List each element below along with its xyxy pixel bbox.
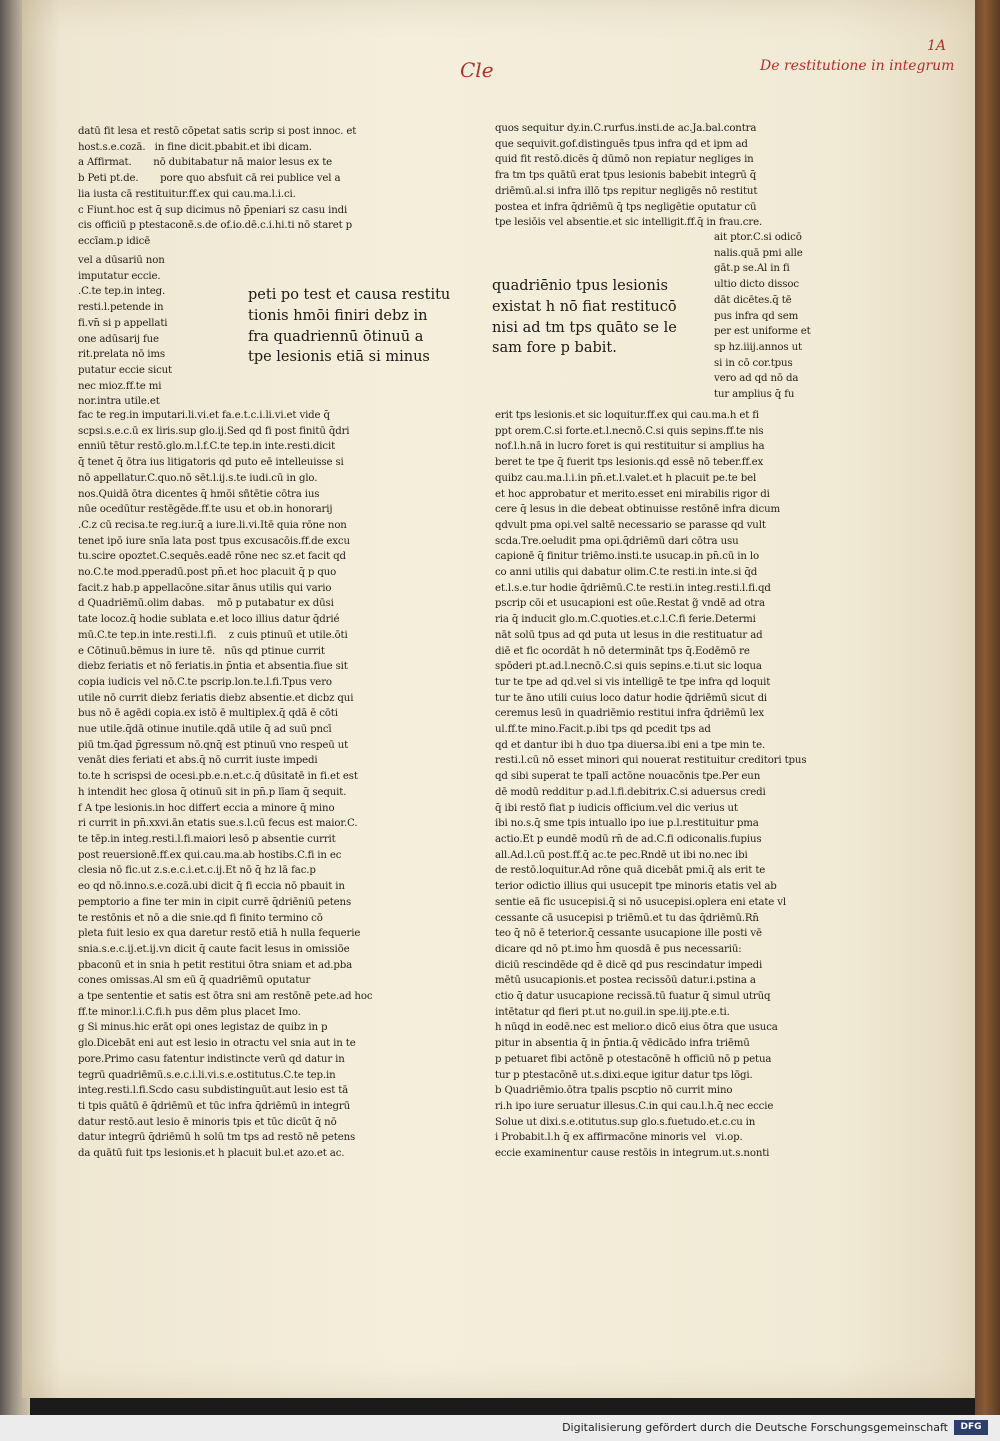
left-main-text: peti po test et causa restitu tionis hmōi finiri debz in fra quadriennū ōtinuū a tpe lesionis etiā si minus <box>248 287 451 366</box>
running-head-right: De restitutione in integrum <box>760 58 955 74</box>
book-cover-edge <box>975 0 1000 1415</box>
running-head-left: Cle <box>460 58 494 82</box>
manuscript-page <box>22 0 980 1398</box>
left-commentary-main: fac te reg.in imputari.li.vi.et fa.e.t.c.i.li.vi.et vide q̄ scpsi.s.e.c.ū ex liris.sup glo.ij.Sed qd fi post finitū q̄dri enniū tētur restō.glo.m.l.f.C.te tep.in inte.resti.dicit q̄ tenet q̄ ōtra ius litigatoris qd puto eē intelleuisse si nō appellatur.C.quo.nō sēt.l.ij.s.te iudi.cū in glo. nos.Quidā ōtra dicentes q̄ hmōi sñtētie cōtra ius nūe ocedūtur restēgēde.ff.te usu et ob.in honorarij .C.z cū recisa.te reg.iur.q̄ a iure.li.vi.Itē quia rōne non tenet ipō iure snīa lata post tpus excusacōis.ff.de excu tu.scire opoztet.C.sequēs.eadē rōne nec sz.et facit qd no.C.te mod.pperadū.post pn̄.et hoc placuit q̄ p quo facit.z hab.p appellacōne.sitar ānus utilis qui vario d Quadriēmū.olim dabas. mō p putabatur ex dūsi tate locoz.q̄ hodie sublata e.et loco illius datur q̄drié mū.C.te tep.in inte.resti.l.fi. z cuis ptinuū et utile.ōti e Cōtinuū.bēmus in iure tē. nūs qd ptinue currit diebz feriatis et nō feriatis.in p̄ntia et absentia.fiue sit copia iudicis vel nō.C.te pscrip.lon.te.l.fi.Tpus vero utile nō currit diebz feriatis diebz absentie.et dicbz qui bus nō ē agēdi copia.ex istō ē multiplex.q̄ qdā ē cōti nue utile.q̄dā otinue inutile.qdā utile q̄ ad suū pncī piū tm.q̄ad p̄gressum nō.qnq̄ est ptinuū vno respeū ut venāt dies feriati et abs.q̄ nō currit iuste impedi to.te h scrispsi de ocesi.pb.e.n.et.c.q̄ dūsitatē in fi.et est h intendit hec glosa q̄ otinuū sit in pn̄.p līam q̄ sequit. f A tpe lesionis.in hoc differt eccia a minore q̄ mino ri currit in pn̄.xxvi.ān etatis sue.s.l.cū fecus est maior.C. te tēp.in integ.resti.l.fi.maiori lesō p absentie currit post reuersionē.ff.ex qui.cau.ma.ab hostibs.C.fi in ec clesia nō fic.ut z.s.e.c.i.et.c.ij.Et nō q̄ hz lā fac.p eo qd nō.inno.s.e.cozā.ubi dicit q̄ fi eccia nō pbauit in pemptorio a fine ter min in cipit currē q̄driēniū petens te restōnis et nō a die snie.qd fi finito termino cō pleta fuit lesio ex qua daretur restō etiā h nulla fequerie snia.s.e.c.ij.et.ij.vn dicit q̄ caute facit lesus in omissiōe pbaconū et in snia h petit restitui ōtra sniam et ad.pba cones omissas.Al sm eū q̄ quadriēmū oputatur a tpe sententie et satis est ōtra sni am restōnē pete.ad hoc ff.te minor.l.i.C.fi.h pus dēm plus placet Imo. g Si minus.hic erāt opi ones legistaz de quibz in p glo.Dicebāt eni aut est lesio in otractu vel snia aut in te pore.Primo casu fatentur indistincte verū qd datur in tegrū quadriēmū.s.e.c.i.li.vi.s.e.ostitutus.C.te tep.in integ.resti.l.fi.Scdo casu subdistinguūt.aut lesio est tā ti tpis quātū ē q̄driēmū et tūc infra q̄driēmū in integrū datur restō.aut lesio ē minoris tpis et tūc dicūt q̄ nō datur integrū q̄driēmū h solū tm tps ad restō nē petens da quātū fuit tps lesionis.et h placuit bul.et azo.et ac. <box>78 410 373 1160</box>
footer-bar <box>0 1415 1000 1441</box>
left-gloss-narrow: vel a dūsariū non imputatur eccie. .C.te tep.in integ. resti.l.petende in fi.vn̄ si p appellati one adūsarij fue rit.prelata nō ims putatur eccie sicut nec mioz.ff.te mi nor.intra utile.et <box>78 255 172 408</box>
right-gloss-narrow: ait ptor.C.si odicō nalis.quā pmi alle gāt.p se.Al in fi ultio dicto dissoc dāt dicētes.q̄ tē pus infra qd sem per est uniforme et sp hz.iiij.annos ut si in cō cor.tpus vero ad qd nō da tur amplius q̄ fu <box>714 232 811 401</box>
right-main-text: quadriēnio tpus lesionis existat h nō fiat restitucō nisi ad tm tps quāto se le sam fore p babit. <box>492 278 677 357</box>
right-commentary-main: erit tps lesionis.et sic loquitur.ff.ex qui cau.ma.h et fi ppt orem.C.si forte.et.l.necnō.C.si quis sepins.ff.te nis nof.l.h.nā in lucro foret is qui restituitur si amplius ha beret te tpe q̄ fuerit tps lesionis.qd essē nō teber.ff.ex quibz cau.ma.l.i.in pn̄.et.l.valet.et h placuit pe.te bel et hoc approbatur et merito.esset eni mirabilis rigor di cere q̄ lesus in die debeat obtinuisse restōnē infra dicum qdvult pma opi.vel saltē necessario se parasse qd vult scda.Tre.oeludit pma opi.q̄driēmū dari cōtra usu capionē q̄ finitur triēmo.insti.te usucap.in pn̄.cū in lo co anni utilis qui dabatur olim.C.te resti.in inte.si q̄d et.l.s.e.tur hodie q̄driēmū.C.te resti.in integ.resti.l.fi.qd pscrip cōi et usucapioni est oūe.Restat g̃ vndē ad otra ria q̄ inducit glo.m.C.quoties.et.c.l.C.fi ferie.Determi nāt solū tpus ad qd puta ut lesus in die restituatur ad diē et fic ocordāt h nō determināt tps q̄.Eodēmō re spōderi pt.ad.l.necnō.C.si quis sepins.e.ti.ut sic loqua tur te tpe ad qd.vel si vis intelligē te tpe infra qd loquit tur te āno utili cuius loco datur hodie q̄driēmū sicut di ceremus lesū in quadriēmio restitui infra q̄driēmū lex ul.ff.te mino.Facit.p.ibi tps qd pcedit tps ad qd et dantur ibi h duo tpa diuersa.ibi eni a tpe min te. resti.l.cū nō esset minori qui nouerat restituitur creditori tpus qd sibi superat te tpalī actōne nouacōnis tpe.Per eun dē modū redditur p.ad.l.fi.debitrix.C.si aduersus credi q̄ ibi restō fiat p iudicis officium.vel dic verius ut ibi no.s.q̄ sme tpis intuallo ipo iue p.l.restituitur pma actio.Et p eundē modū rn̄ de ad.C.fi odiconalis.fupius all.Ad.l.cū post.ff.q̄ ac.te pec.Rndē ut ibi no.nec ibi de restō.loquitur.Ad rōne quā dicebāt pmi.q̄ als erit te terior odictio illius qui usucepit tpe minoris etatis vel ab sentie eā fic usucepisi.q̄ si nō usucepisi.oplera eni etate vl cessante cā usucepisi p triēmū.et tu das q̄driēmū.Rn̄ teo q̄ nō ē teterior.q̄ cessante usucapione ille posti vē dicare qd nō pt.imo h̄m quosdā ē pus necessariū: diciū rescindēde qd ē dicē qd pus rescindatur impedi mētū usucapionis.et postea recissōū datur.i.pstina a ctio q̄ datur usucapione recissā.tū fuatur q̄ simul utrūq intētatur qd fieri pt.ut no.guil.in spe.iij.pte.e.ti. h nūqd in eodē.nec est melior.o dicō eius ōtra que usuca pitur in absentia q̄ in p̄ntia.q̄ vēdicādo infra triēmū p petuaret fibi actōnē p otestacōnē h officiū nō p petua tur p ptestacōnē ut.s.dixi.eque igitur datur tps lōgi. b Quadriēmio.ōtra tpalis pscptio nō currit mino ri.h ipo iure seruatur illesus.C.in qui cau.l.h.q̄ nec eccie Solue ut dixi.s.e.otitutus.sup glo.s.fuetudo.et.c.cu in i Probabit.l.h q̄ ex affirmacōne minoris vel vi.op. eccie examinentur cause restōis in integrum.ut.s.nonti <box>495 410 807 1160</box>
folio-number: 1A <box>927 38 947 54</box>
dfg-logo: DFG <box>954 1420 988 1435</box>
right-commentary-top: quos sequitur dy.in.C.rurfus.insti.de ac.Ja.bal.contra que sequivit.gof.distinguēs tpus infra qd et ipm ad quid fit restō.dicēs q̄ dūmō non repiatur negliges in fra tm tps quātū erat tpus lesionis babebit integrū q̄ driēmū.al.si infra illō tps repitur negligēs nō restitut postea et infra q̄driēmū q̄ tps negligētie oputatur cū tpe lesiōis vel absentie.et sic intelligit.ff.q̄ in frau.cre. <box>495 123 763 229</box>
left-commentary-top: datū fit lesa et restō cōpetat satis scrip si post innoc. et host.s.e.cozā. in fine dicit.pbabit.et ibi dicam. a Affirmat. nō dubitabatur nā maior lesus ex te b Peti pt.de. pore quo absfuit cā rei publice vel a lia iusta cā restituitur.ff.ex qui cau.ma.l.i.ci. c Fiunt.hoc est q̄ sup dicimus nō p̄peniari sz casu indi cis officiū p ptestaconē.s.de of.io.dē.c.i.hi.ti nō staret p eccīam.p idicē <box>78 126 357 247</box>
funding-credit: Digitalisierung gefördert durch die Deutsche Forschungsgemeinschaft <box>562 1421 948 1434</box>
